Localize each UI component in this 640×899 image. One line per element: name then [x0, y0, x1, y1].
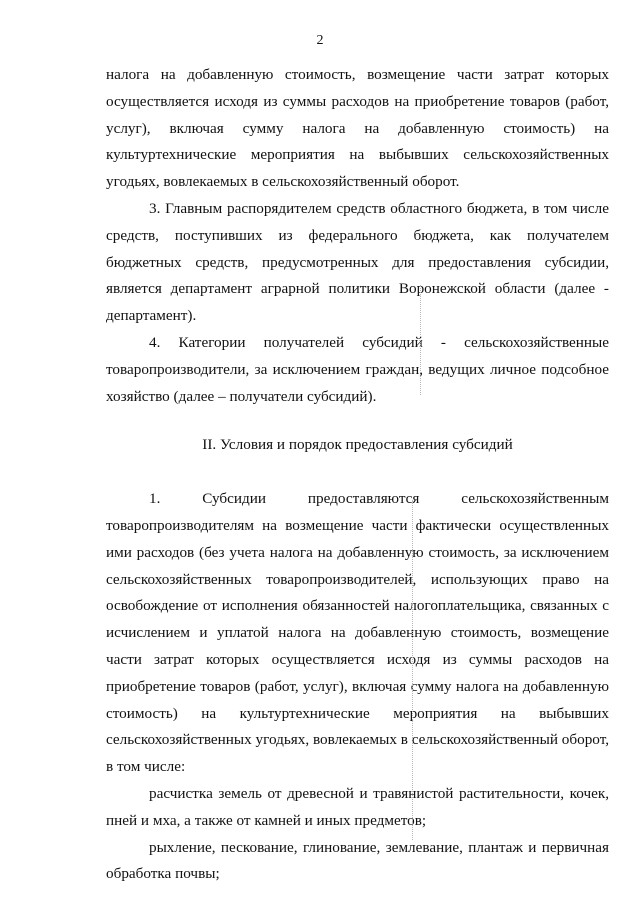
section-paragraph-1: 1. Субсидии предоставляются сельскохозяйственным товаропроизводителям на возмещение части фактически осуществленных ими расходов (без учета налога на добавленную стоимость, за исключением сельскохозяйственных товаропроизводителей, использующих право на освобождение от исполнения обязанностей налогоплательщика, связанных с исчислением и уплатой налога на добавленную стоимость, возмещение части затрат которых осуществляется исходя из суммы расходов на приобретение товаров (работ, услуг), включая сумму налога на добавленную стоимость) на культуртехнические мероприятия на выбывших сельскохозяйственных угодьях, вовлекаемых в сельскохозяйственный оборот, в том числе:	[106, 490, 609, 776]
scan-artifact-line	[412, 500, 413, 840]
section-heading: II. Условия и порядок предоставления субсидий	[202, 436, 513, 454]
document-body	[106, 62, 609, 888]
list-item-clearing: расчистка земель от древесной и травянистой растительности, кочек, пней и мха, а также от камней и иных предметов;	[106, 784, 609, 829]
paragraph-item-4: 4. Категории получателей субсидий - сельскохозяйственные товаропроизводители, за исключением граждан, ведущих личное подсобное хозяйство (далее – получатели субсидий).	[106, 333, 609, 405]
list-item-loosening: рыхление, пескование, глинование, землевание, плантаж и первичная обработка почвы;	[106, 838, 609, 883]
paragraph-continuation: налога на добавленную стоимость, возмещение части затрат которых осуществляется исходя из суммы расходов на приобретение товаров (работ, услуг), включая сумму налога на добавленную стоимость) на культуртехнические мероприятия на выбывших сельскохозяйственных угодьях, вовлекаемых в сельскохозяйственный оборот.	[106, 66, 609, 191]
page-number: 2	[316, 33, 324, 48]
paragraph-item-3: 3. Главным распорядителем средств областного бюджета, в том числе средств, поступивших из федерального бюджета, как получателем бюджетных средств, предусмотренных для предоставления субсидии, является департамент аграрной политики Воронежской области (далее - департамент).	[106, 199, 609, 325]
scan-artifact-line	[420, 285, 421, 395]
